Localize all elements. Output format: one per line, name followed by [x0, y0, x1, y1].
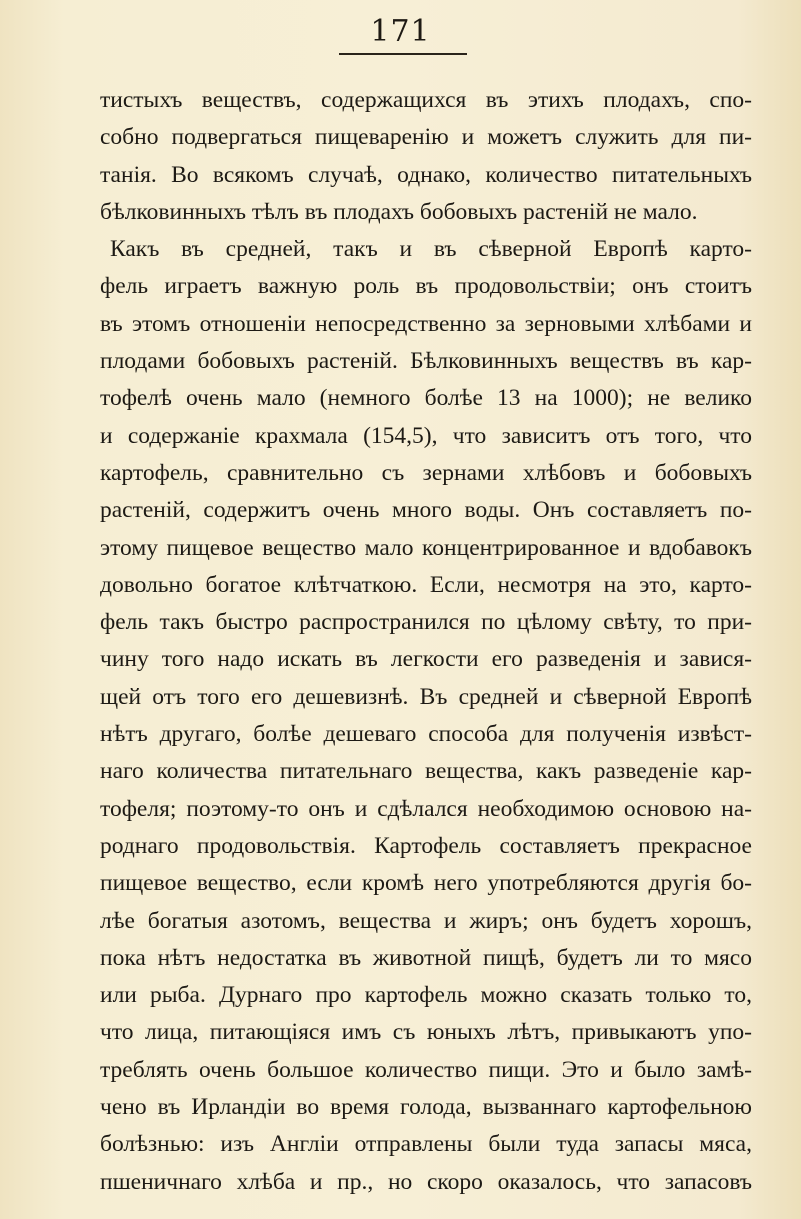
text-line: и содержаніе крахмала (154,5), что зависитъ отъ того, что: [100, 422, 752, 449]
text-line: фель такъ быстро распространился по цѣлому свѣту, то при-: [100, 609, 752, 636]
text-line: фель играетъ важную роль въ продовольствіи; онъ стоитъ: [100, 273, 752, 300]
page-number: 171: [370, 14, 431, 49]
text-line-paragraph-start: [100, 231, 752, 268]
text-line: болѣзнью: изъ Англіи отправлены были туда запасы мяса,: [100, 1131, 752, 1158]
text-line: треблять очень большое количество пищи. Это и было замѣ-: [100, 1056, 752, 1083]
text-line: тофеля; поэтому-то онъ и сдѣлался необходимою основою на-: [100, 795, 752, 822]
text-line: что лица, питающіяся имъ съ юныхъ лѣтъ, привыкаютъ упо-: [100, 1019, 752, 1046]
text-line: плодами бобовыхъ растеній. Бѣлковинныхъ веществъ въ кар-: [100, 348, 752, 375]
text-line: этому пищевое вещество мало концентрированное и вдобавокъ: [100, 534, 752, 561]
text-line: тофелѣ очень мало (немного болѣе 13 на 1000); не велико: [100, 385, 752, 412]
text-line: щей отъ того его дешевизнѣ. Въ средней и сѣверной Европѣ: [100, 683, 752, 710]
text-line: пшеничнаго хлѣба и пр., но скоро оказалось, что запасовъ: [100, 1168, 752, 1195]
page-number-rule: [339, 53, 467, 55]
text-line: или рыба. Дурнаго про картофель можно сказать только то,: [100, 982, 752, 1009]
text-line: лѣе богатыя азотомъ, вещества и жиръ; онъ будетъ хорошъ,: [100, 907, 752, 934]
text-line: нѣтъ другаго, болѣе дешеваго способа для полученія извѣст-: [100, 721, 752, 748]
text-line: бѣлковинныхъ тѣлъ въ плодахъ бобовыхъ растеній не мало.: [100, 198, 698, 225]
text-line: наго количества питательнаго вещества, какъ разведеніе кар-: [100, 758, 752, 785]
text-line: танія. Во всякомъ случаѣ, однако, количество питательныхъ: [100, 161, 752, 188]
body-text: [100, 82, 752, 1201]
text-line: Какъ въ средней, такъ и въ сѣверной Европѣ карто-: [110, 236, 752, 263]
text-line: тистыхъ веществъ, содержащихся въ этихъ плодахъ, спо-: [100, 87, 752, 113]
text-line: въ этомъ отношеніи непосредственно за зерновыми хлѣбами и: [100, 310, 752, 337]
text-line: пока нѣтъ недостатка въ животной пищѣ, будетъ ли то мясо: [100, 944, 752, 971]
text-line: чено въ Ирландіи во время голода, вызваннаго картофельною: [100, 1094, 752, 1121]
text-line: роднаго продовольствія. Картофель составляетъ прекрасное: [100, 832, 752, 859]
text-line: чину того надо искать въ легкости его разведенія и завися-: [100, 646, 752, 673]
text-line: собно подвергаться пищеваренію и можетъ служить для пи-: [100, 124, 752, 151]
text-line: растеній, содержитъ очень много воды. Онъ составляетъ по-: [100, 497, 752, 524]
text-line: пищевое вещество, если кромѣ него употребляются другія бо-: [100, 870, 752, 897]
text-line: картофель, сравнительно съ зернами хлѣбовъ и бобовыхъ: [100, 459, 752, 486]
text-line: довольно богатое клѣтчаткою. Если, несмотря на это, карто-: [100, 571, 752, 598]
